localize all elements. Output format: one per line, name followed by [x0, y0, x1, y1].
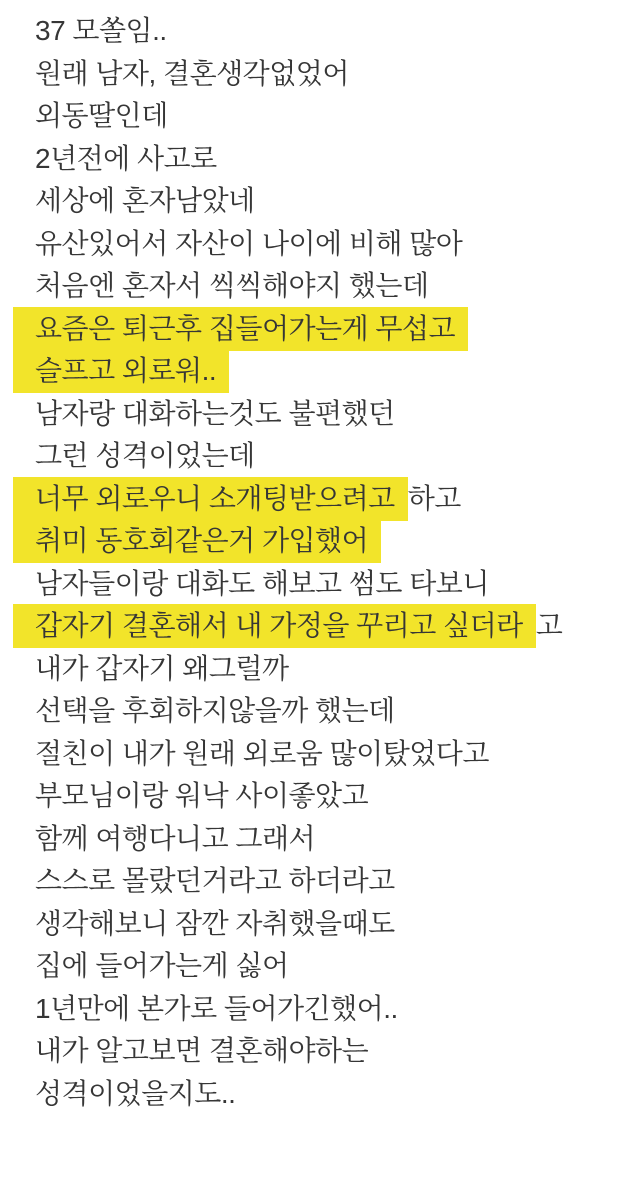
- text-segment: 처음엔 혼자서 씩씩해야지 했는데: [35, 270, 429, 301]
- text-line: [35, 775, 620, 818]
- text-segment: 선택을 후회하지않을까 했는데: [35, 695, 395, 726]
- text-segment: 2년전에 사고로: [35, 142, 217, 174]
- highlighted-segment: 갑자기 결혼해서 내 가정을 꾸리고 싶더라: [13, 604, 536, 648]
- text-line: [35, 648, 620, 691]
- text-segment: 유산있어서 자산이 나이에 비해 많아: [35, 227, 463, 259]
- text-line: [35, 53, 620, 96]
- text-line: [35, 520, 620, 563]
- highlighted-segment: 슬프고 외로워..: [13, 349, 229, 393]
- text-segment: 절친이 내가 원래 외로움 많이탔었다고: [35, 737, 489, 769]
- text-segment: 스스로 몰랐던거라고 하더라고: [35, 865, 395, 896]
- text-line: [35, 223, 620, 266]
- text-line: [35, 1030, 620, 1073]
- text-line: [35, 308, 620, 351]
- text-line: [35, 945, 620, 988]
- highlighted-segment: 취미 동호회같은거 가입했어: [13, 519, 381, 563]
- text-line: [35, 690, 620, 733]
- text-segment: 내가 알고보면 결혼해야하는: [35, 1035, 369, 1066]
- text-line: [35, 605, 620, 648]
- text-segment: 집에 들어가는게 싫어: [35, 950, 289, 981]
- text-segment: 고: [535, 610, 563, 641]
- text-line: [35, 95, 620, 138]
- text-line: [35, 988, 620, 1031]
- text-segment: 남자들이랑 대화도 해보고 썸도 타보니: [35, 567, 489, 599]
- text-line: [35, 265, 620, 308]
- text-line: [35, 138, 620, 181]
- text-segment: 부모님이랑 워낙 사이좋았고: [35, 780, 369, 811]
- text-line: [35, 478, 620, 521]
- text-line: [35, 350, 620, 393]
- text-segment: 그런 성격이었는데: [35, 440, 255, 471]
- text-segment: 성격이었을지도..: [35, 1077, 236, 1109]
- text-segment: 1년만에 본가로 들어가긴했어..: [35, 992, 398, 1024]
- highlighted-segment: 너무 외로우니 소개팅받으려고: [13, 477, 408, 521]
- text-segment: 내가 갑자기 왜그럴까: [35, 652, 289, 684]
- text-line: [35, 393, 620, 436]
- text-line: [35, 903, 620, 946]
- text-line: [35, 860, 620, 903]
- text-segment: 남자랑 대화하는것도 불편했던: [35, 397, 395, 429]
- text-segment: 외동딸인데: [35, 100, 168, 131]
- text-segment: 하고: [407, 482, 461, 514]
- text-line: [35, 818, 620, 861]
- text-line: [35, 10, 620, 53]
- text-segment: 원래 남자, 결혼생각없었어: [35, 57, 349, 89]
- text-line: [35, 563, 620, 606]
- text-line: [35, 180, 620, 223]
- highlighted-segment: 요즘은 퇴근후 집들어가는게 무섭고: [13, 307, 468, 351]
- text-segment: 함께 여행다니고 그래서: [35, 822, 316, 854]
- text-segment: 생각해보니 잠깐 자취했을때도: [35, 907, 395, 939]
- text-line: [35, 733, 620, 776]
- text-segment: 37 모쏠임..: [35, 15, 167, 46]
- text-line: [35, 435, 620, 478]
- text-segment: 세상에 혼자남았네: [35, 185, 255, 216]
- text-line: [35, 1073, 620, 1116]
